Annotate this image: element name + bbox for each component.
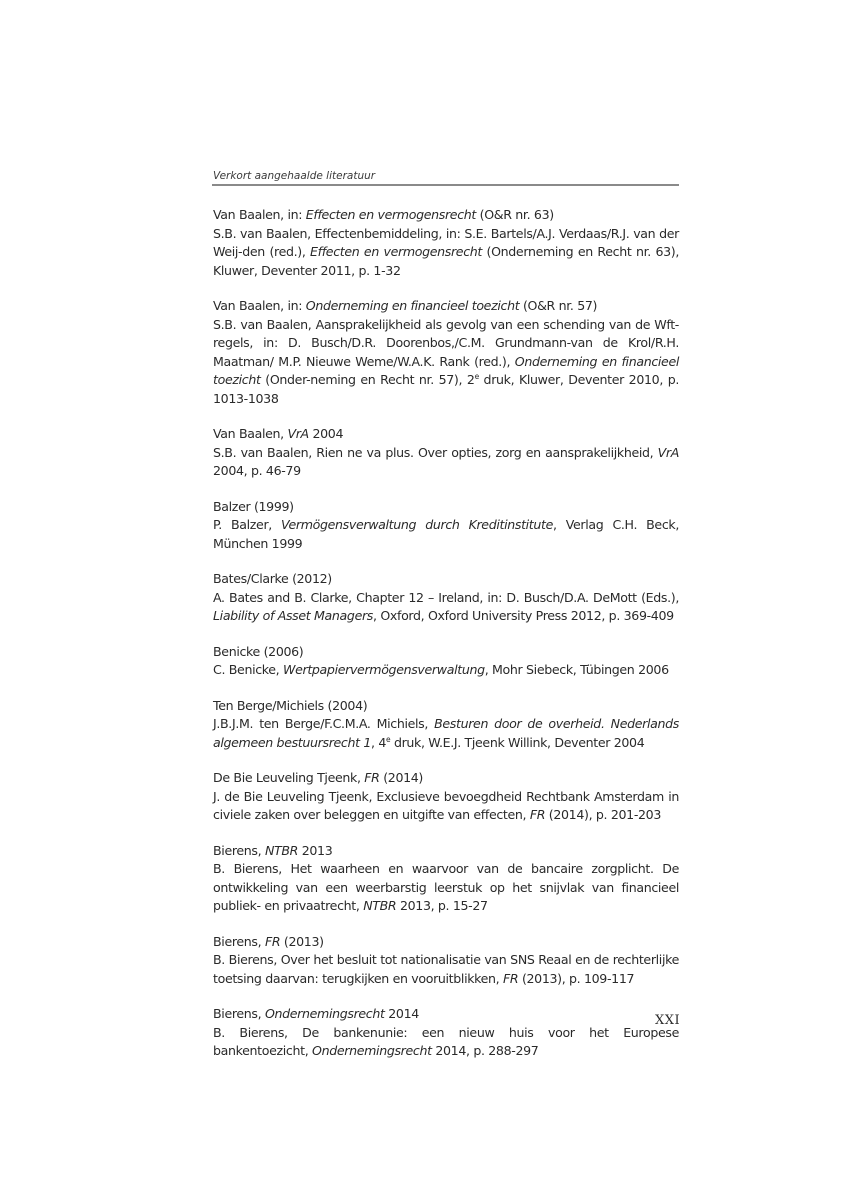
entry-full-citation: A. Bates and B. Clarke, Chapter 12 – Ireland, in: D. Busch/D.A. DeMott (Eds.), Liability of Asset Managers, Oxford, Oxford University Press 2012, p. 369-409 <box>213 589 679 623</box>
italic-title: Besturen door de overheid. Nederlands algemeen bestuursrecht 1 <box>213 716 679 750</box>
italic-title: Liability of Asset Managers <box>213 608 374 623</box>
italic-title: FR <box>364 770 380 785</box>
bibliography-entry <box>213 1005 679 1061</box>
entry-full-citation: J. de Bie Leuveling Tjeenk, Exclusieve bevoegdheid Rechtbank Amsterdam in civiele zaken over beleggen en uitgifte van effecten, FR (2014), p. 201-203 <box>213 788 679 822</box>
italic-title: VrA <box>657 444 679 460</box>
page-number: XXI <box>655 1013 681 1028</box>
bibliography-entry <box>213 297 679 408</box>
bibliography-entry <box>213 697 679 753</box>
italic-title: NTBR <box>363 898 397 913</box>
bibliography-entry <box>213 498 679 554</box>
entry-full-citation: C. Benicke, Wertpapiervermögensverwaltung, Mohr Siebeck, Tübingen 2006 <box>213 662 669 677</box>
superscript-text: e <box>474 371 479 381</box>
entry-short-citation: Bierens, FR (2013) <box>213 933 324 949</box>
entry-full-citation: S.B. van Baalen, Effectenbemiddeling, in: S.E. Bartels/A.J. Verdaas/R.J. van der Weij-den (red.), Effecten en vermogensrecht (Onderneming en Recht nr. 63), Kluwer, Deventer 2011, p. 1-32 <box>213 225 679 278</box>
entry-short-citation: Bierens, Ondernemingsrecht 2014 <box>213 1006 419 1021</box>
italic-title: Onderneming en financieel toezicht <box>213 353 680 387</box>
entry-short-citation: Van Baalen, VrA 2004 <box>213 426 344 441</box>
running-header: Verkort aangehaalde literatuur <box>213 170 376 182</box>
italic-title: Vermögensverwaltung durch Kreditinstitute <box>280 517 554 532</box>
italic-title: Ondernemingsrecht <box>312 1043 432 1058</box>
bibliography-entry <box>213 769 679 825</box>
italic-title: Effecten en vermogensrecht <box>310 244 482 259</box>
bibliography-entry <box>213 570 679 626</box>
entry-short-citation: Benicke (2006) <box>213 643 304 659</box>
bibliography-entry <box>213 933 679 989</box>
entry-short-citation: Bates/Clarke (2012) <box>213 571 332 586</box>
entry-short-citation: Balzer (1999) <box>213 498 294 514</box>
italic-title: Ondernemingsrecht <box>264 1006 385 1021</box>
italic-title: Effecten en vermogensrecht <box>305 207 476 222</box>
entry-short-citation: Van Baalen, in: Effecten en vermogensrecht (O&R nr. 63) <box>213 207 554 222</box>
italic-title: FR <box>264 933 281 949</box>
header-rule-divider <box>212 184 679 186</box>
italic-title: NTBR <box>264 842 299 858</box>
entry-full-citation: J.B.J.M. ten Berge/F.C.M.A. Michiels, Besturen door de overheid. Nederlands algemeen bestuursrecht 1, 4e druk, W.E.J. Tjeenk Willink, Deventer 2004 <box>213 716 679 750</box>
bibliography-entry <box>213 842 679 916</box>
entry-short-citation: Bierens, NTBR 2013 <box>213 842 333 858</box>
italic-title: Wertpapiervermögensverwaltung <box>283 662 485 677</box>
entry-full-citation: P. Balzer, Vermögensverwaltung durch Kreditinstitute, Verlag C.H. Beck, München 1999 <box>213 517 679 551</box>
entry-full-citation: B. Bierens, Over het besluit tot nationalisatie van SNS Reaal en de rechterlijke toetsing daarvan: terugkijken en vooruitblikken, FR (2013), p. 109-117 <box>213 952 679 986</box>
entry-full-citation: S.B. van Baalen, Rien ne va plus. Over opties, zorg en aansprakelijkheid, VrA 2004, p. 46-79 <box>213 444 679 478</box>
bibliography-list <box>213 206 679 1078</box>
bibliography-entry <box>213 425 679 481</box>
entry-short-citation: De Bie Leuveling Tjeenk, FR (2014) <box>213 770 423 785</box>
entry-short-citation: Ten Berge/Michiels (2004) <box>213 697 368 713</box>
italic-title: FR <box>529 807 546 822</box>
superscript-text: e <box>386 734 391 744</box>
entry-full-citation: B. Bierens, De bankenunie: een nieuw huis voor het Europese bankentoezicht, Ondernemingsrecht 2014, p. 288-297 <box>213 1024 679 1058</box>
italic-title: FR <box>503 970 519 986</box>
entry-full-citation: S.B. van Baalen, Aansprakelijkheid als gevolg van een schending van de Wft-regels, in: D. Busch/D.R. Doorenbos,/C.M. Grundmann-van de Krol/R.H. Maatman/ M.P. Nieuwe Weme/W.A.K. Rank (red.), Onderneming en financieel toezicht (Onder-neming en Recht nr. 57), 2e druk, Kluwer, Deventer 2010, p. 1013-1038 <box>213 316 680 406</box>
bibliography-entry <box>213 206 679 280</box>
bibliography-entry <box>213 643 679 680</box>
italic-title: VrA <box>287 426 309 441</box>
entry-full-citation: B. Bierens, Het waarheen en waarvoor van de bancaire zorgplicht. De ontwikkeling van een weerbarstig leerstuk op het snijvlak van financieel publiek- en privaatrecht, NTBR 2013, p. 15-27 <box>213 861 679 913</box>
italic-title: Onderneming en financieel toezicht <box>305 298 520 313</box>
entry-short-citation: Van Baalen, in: Onderneming en financieel toezicht (O&R nr. 57) <box>213 298 598 313</box>
